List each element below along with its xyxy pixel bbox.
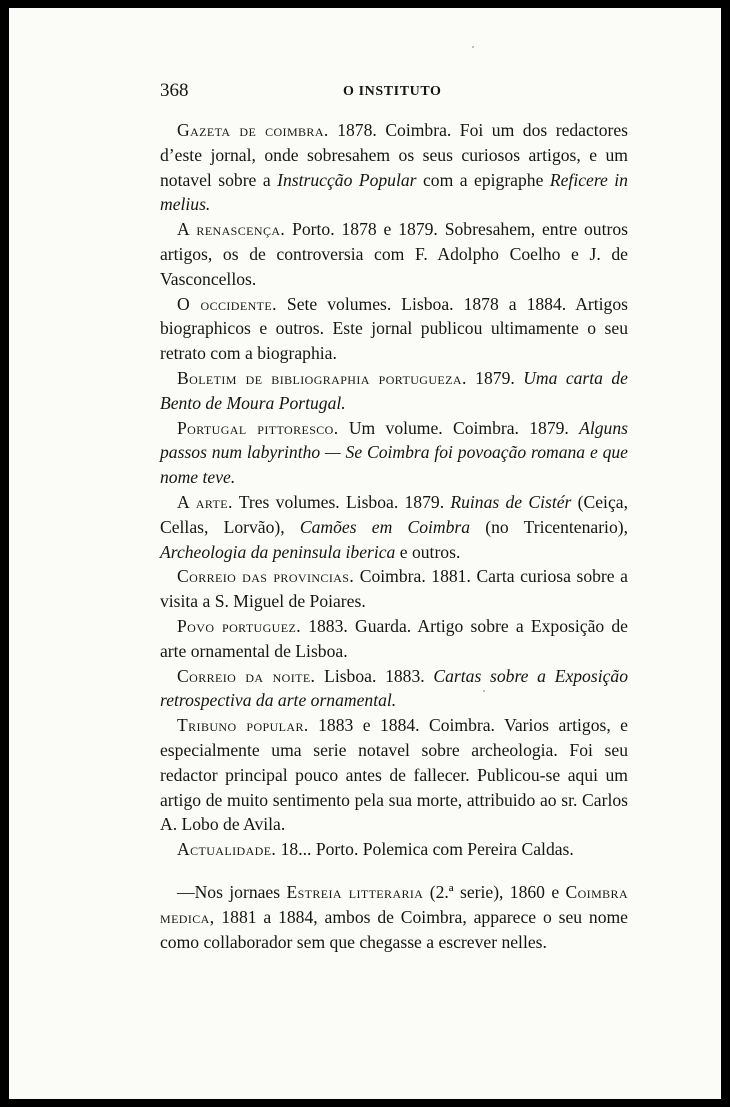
- entry-text: (Ceiça, Cellas, Lorvão),: [160, 491, 628, 537]
- entry-text: e outros.: [395, 541, 461, 562]
- closing-text: 1881 a 1884, ambos de Coimbra, apparece o seu nome como collaborador sem que chegasse a escrever nelles.: [160, 906, 628, 952]
- entry-title: Tribuno popular.: [177, 715, 309, 736]
- entry-text: 18... Porto. Polemica com Pereira Caldas.: [276, 839, 574, 860]
- paper-speck: [483, 690, 485, 692]
- entry-text: Porto. 1878 e 1879. Sobresahem, entre outros artigos, os de controversia com F. Adolpho Coelho e J. de Vasconcellos.: [160, 219, 628, 289]
- entry-a-renascenca: [160, 217, 628, 291]
- entry-actualidade: [160, 837, 628, 862]
- entry-o-occidente: [160, 292, 628, 366]
- entry-italic: Instrucção Popular: [277, 169, 417, 190]
- paper-speck: [472, 46, 474, 48]
- closing-journal-title: Estreia litteraria: [286, 881, 424, 902]
- entry-tribuno-popular: [160, 713, 628, 837]
- entry-title: Gazeta de coimbra.: [177, 120, 329, 140]
- entry-title: Portugal pittoresco.: [177, 417, 339, 438]
- book-page: [9, 8, 721, 1099]
- closing-journal-title: Coimbra medica,: [160, 881, 629, 927]
- entry-text: (no Tricentenario),: [470, 516, 628, 537]
- entry-title: Correio da noite.: [177, 665, 316, 686]
- closing-text: (2.ª serie), 1860 e: [423, 881, 566, 902]
- closing-text: —Nos jornaes: [177, 881, 287, 902]
- entry-boletim: [160, 366, 628, 416]
- body-text: [160, 118, 628, 954]
- page-header: [9, 78, 721, 102]
- entry-title: A renascença.: [177, 219, 286, 240]
- entry-italic: Camões em Coimbra: [299, 516, 471, 537]
- entry-text: Tres volumes. Lisboa. 1879.: [232, 491, 451, 512]
- entry-italic: Ruinas de Cistér: [450, 491, 572, 512]
- closing-paragraph: [160, 880, 628, 954]
- entry-a-arte: [160, 490, 628, 564]
- entry-italic: Cartas sobre a Exposição retrospectiva da arte ornamental.: [160, 665, 628, 711]
- running-head: O INSTITUTO: [343, 84, 442, 99]
- entry-title: Correio das provincias.: [177, 566, 355, 587]
- paragraph-gap: [160, 862, 628, 880]
- entry-povo-portuguez: [160, 614, 628, 664]
- entry-text: Coimbra. 1881. Carta curiosa sobre a visita a S. Miguel de Poiares.: [160, 566, 628, 612]
- entry-title: Boletim de bibliographia portugueza.: [177, 367, 467, 388]
- entry-italic: Alguns passos num labyrintho — Se Coimbra foi povoação romana e que nome teve.: [160, 417, 628, 488]
- entry-gazeta-de-coimbra: [160, 118, 628, 217]
- entry-title: Povo portuguez.: [177, 615, 301, 636]
- entry-italic: Uma carta de Bento de Moura Portugal.: [160, 367, 628, 413]
- entry-text: Sete volumes. Lisboa. 1878 a 1884. Artigos biographicos e outros. Este jornal publicou ultimamente o seu retrato com a biographia.: [160, 293, 629, 364]
- entry-portugal-pittoresco: [160, 416, 628, 490]
- entry-text: Lisboa. 1883.: [315, 665, 434, 686]
- entry-text: 1883 e 1884. Coimbra. Varios artigos, e especialmente uma serie notavel sobre archeologia. Foi seu redactor principal pouco antes de fallecer. Publicou-se aqui um artigo de muito sentimento pela sua morte, attribuido ao sr. Carlos A. Lobo de Avila.: [160, 715, 628, 835]
- entry-title: A arte.: [177, 491, 233, 512]
- entry-text: 1879.: [466, 367, 524, 388]
- entry-title: Actualidade.: [177, 839, 277, 860]
- entry-italic: Reficere in melius.: [160, 169, 628, 215]
- entry-correio-das-provincias: [160, 564, 628, 614]
- entry-correio-da-noite: [160, 664, 628, 714]
- entry-italic: Archeologia da peninsula iberica: [160, 541, 396, 562]
- entry-text: com a epigraphe: [416, 169, 550, 190]
- page-number: 368: [160, 80, 189, 101]
- entry-text: 1878. Coimbra. Foi um dos redactores d’este jornal, onde sobresahem os seus curiosos artigos, e um notavel sobre a: [160, 120, 629, 190]
- entry-text: Um volume. Coimbra. 1879.: [338, 417, 580, 438]
- entry-title: O occidente.: [177, 293, 277, 314]
- entry-text: 1883. Guarda. Artigo sobre a Exposição de arte ornamental de Lisboa.: [160, 615, 628, 661]
